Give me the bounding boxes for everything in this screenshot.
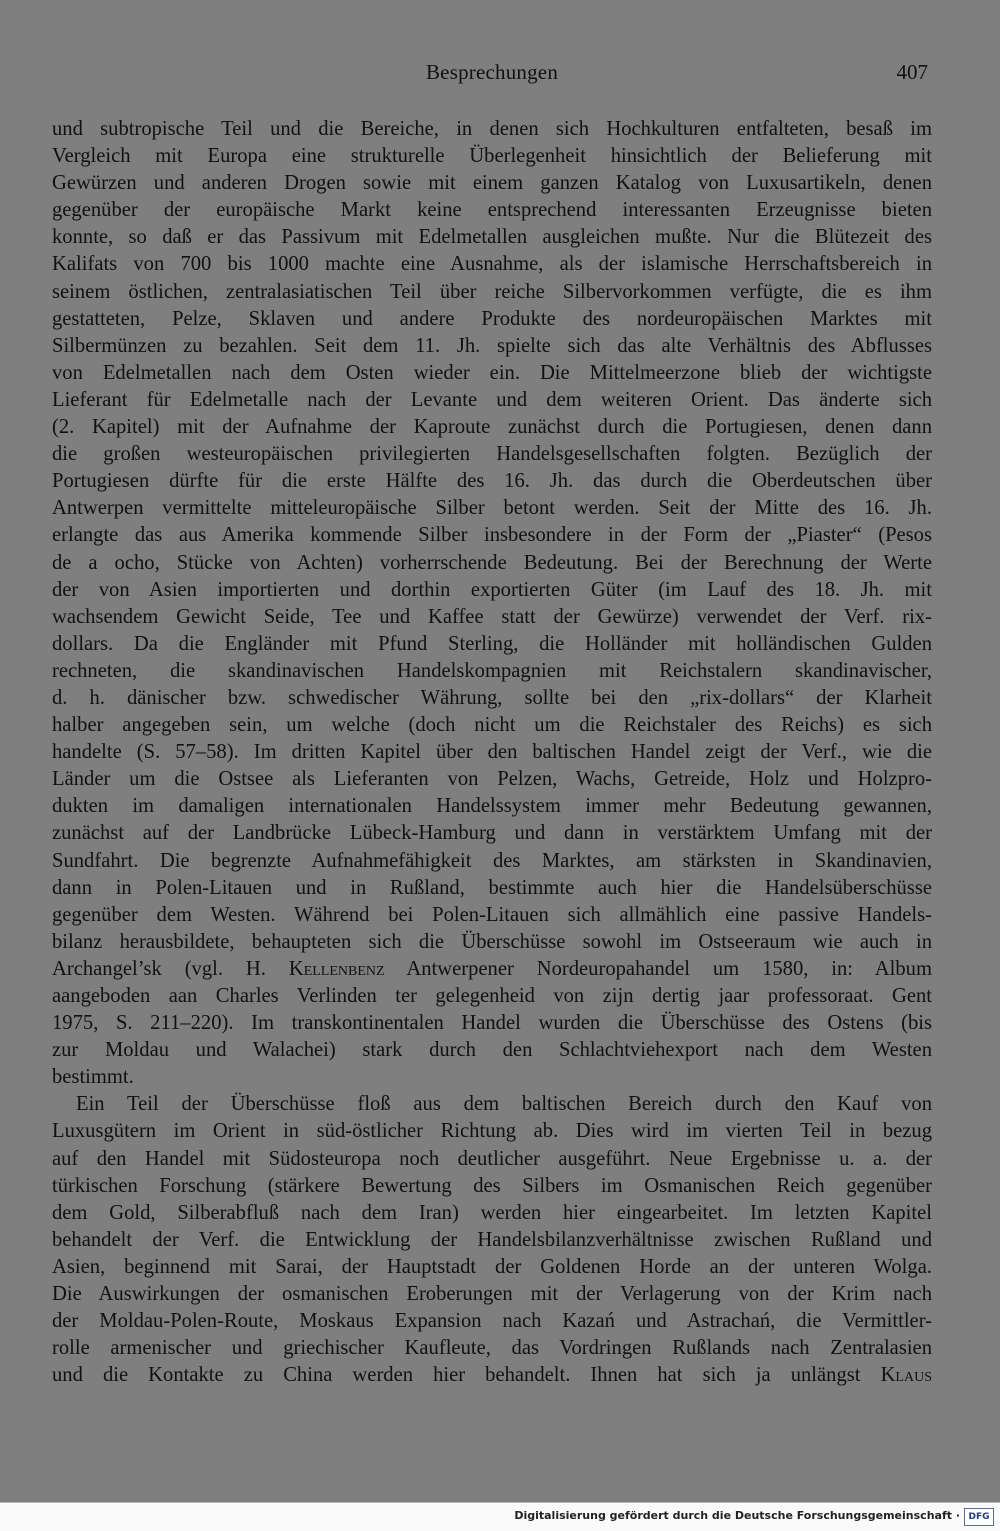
text-line: Silbermünzen zu bezahlen. Seit dem 11. Jh. spielte sich das alte Verhältnis des Abflusses [52, 334, 932, 357]
text-line: halber angegeben sein, um welche (doch nicht um die Reichstaler des Reichs) es sich [52, 714, 932, 737]
text-line: (2. Kapitel) mit der Aufnahme der Kaproute zunächst durch die Portugiesen, denen dann [52, 416, 932, 439]
text-line: Lieferant für Edelmetalle nach der Levante und dem weiteren Orient. Das änderte sich [52, 388, 932, 411]
text-line: Archangel’sk (vgl. H. Kellenbenz Antwerpener Nordeuropahandel um 1580, in: Album [52, 957, 932, 980]
text-line: Antwerpen vermittelte mitteleuropäische Silber betont werden. Seit der Mitte des 16. Jh. [52, 497, 932, 520]
text-line: Die Auswirkungen der osmanischen Eroberungen mit der Verlagerung von der Krim nach [52, 1283, 932, 1306]
text-line: dukten im damaligen internationalen Handelssystem immer mehr Bedeutung gewannen, [52, 795, 932, 818]
text-line: Sundfahrt. Die begrenzte Aufnahmefähigkeit des Marktes, am stärksten in Skandinavien, [52, 849, 932, 872]
text-line: Asien, beginnend mit Sarai, der Hauptstadt der Goldenen Horde an der unteren Wolga. [52, 1255, 932, 1278]
text-line: dem Gold, Silberabfluß nach dem Iran) werden hier eingearbeitet. Im letzten Kapitel [52, 1201, 932, 1224]
text-line: Gewürzen und anderen Drogen sowie mit einem ganzen Katalog von Luxusartikeln, denen [52, 172, 932, 195]
text-line: Ein Teil der Überschüsse floß aus dem baltischen Bereich durch den Kauf von [76, 1093, 932, 1116]
text-line: türkischen Forschung (stärkere Bewertung des Silbers im Osmanischen Reich gegenüber [52, 1174, 932, 1197]
text-line: und die Kontakte zu China werden hier behandelt. Ihnen hat sich ja unlängst Klaus [52, 1364, 932, 1387]
text-line: aangeboden aan Charles Verlinden ter gelegenheid von zijn dertig jaar professoraat. Gent [52, 985, 932, 1007]
text-line: zunächst auf der Landbrücke Lübeck-Hamburg und dann in verstärktem Umfang mit der [52, 822, 932, 845]
text-line: gegenüber dem Westen. Während bei Polen-Litauen sich allmählich eine passive Handels- [52, 903, 932, 926]
text-line: Luxusgütern im Orient in süd-östlicher Richtung ab. Dies wird im vierten Teil in bezug [52, 1120, 932, 1143]
text-line: konnte, so daß er das Passivum mit Edelmetallen ausgleichen mußte. Nur die Blütezeit des [52, 226, 932, 249]
text-line: gestatteten, Pelze, Sklaven und andere Produkte des nordeuropäischen Marktes mit [52, 307, 932, 330]
text-line: seinem östlichen, zentralasiatischen Teil über reiche Silbervorkommen verfügte, die es ihm [52, 280, 932, 303]
text-line: behandelt der Verf. die Entwicklung der Handelsbilanzverhältnisse zwischen Rußland und [52, 1228, 932, 1251]
page-number: 407 [896, 60, 928, 84]
text-line: bilanz herausbildete, behaupteten sich die Überschüsse sowohl im Ostseeraum wie auch in [52, 930, 932, 953]
text-line: 1975, S. 211–220). Im transkontinentalen Handel wurden die Überschüsse des Ostens (bis [52, 1012, 932, 1035]
author-name: Klaus [880, 1364, 932, 1387]
text-line: und subtropische Teil und die Bereiche, in denen sich Hochkulturen entfalteten, besaß im [52, 118, 932, 140]
author-name: Kellenbenz [288, 957, 385, 980]
footer-credit: Digitalisierung gefördert durch die Deutsche Forschungsgemeinschaft · [514, 1509, 960, 1522]
text-line: auf den Handel mit Südosteuropa noch deutlicher ausgeführt. Neue Ergebnisse u. a. der [52, 1147, 932, 1170]
text-line: Kalifats von 700 bis 1000 machte eine Ausnahme, als der islamische Herrschaftsbereich in [52, 253, 932, 276]
text-line: rechneten, die skandinavischen Handelskompagnien mit Reichstalern skandinavischer, [52, 659, 932, 682]
text-line: die großen westeuropäischen privilegierten Handelsgesellschaften folgten. Bezüglich der [52, 443, 932, 466]
text-line: gegenüber der europäische Markt keine entsprechend interessanten Erzeugnisse bieten [52, 199, 932, 222]
text-line: Länder um die Ostsee als Lieferanten von Pelzen, Wachs, Getreide, Holz und Holzpro- [52, 768, 932, 791]
text-line: erlangte das aus Amerika kommende Silber insbesondere in der Form der „Piaster“ (Pesos [52, 524, 932, 547]
text-line: d. h. dänischer bzw. schwedischer Währung, sollte bei den „rix-dollars“ der Klarheit [52, 686, 932, 709]
text-line: zur Moldau und Walachei) stark durch den Schlachtviehexport nach dem Westen [52, 1039, 932, 1062]
text-line: handelte (S. 57–58). Im dritten Kapitel über den baltischen Handel zeigt der Verf., wie die [52, 741, 932, 764]
text-line: wachsendem Gewicht Seide, Tee und Kaffee statt der Gewürze) verwendet der Verf. rix- [52, 605, 932, 628]
text-line: von Edelmetallen nach dem Osten wieder ein. Die Mittelmeerzone blieb der wichtigste [52, 361, 932, 384]
body-text [52, 116, 932, 1389]
text-line: bestimmt. [52, 1066, 134, 1089]
text-line: Portugiesen dürfte für die erste Hälfte des 16. Jh. das durch die Oberdeutschen über [52, 470, 932, 493]
text-line: dann in Polen-Litauen und in Rußland, bestimmte auch hier die Handelsüberschüsse [52, 876, 932, 899]
text-line: dollars. Da die Engländer mit Pfund Sterling, die Holländer mit holländischen Gulden [52, 632, 932, 655]
text-line: Vergleich mit Europa eine strukturelle Überlegenheit hinsichtlich der Belieferung mit [52, 145, 932, 168]
running-head [52, 60, 932, 90]
text-line: der von Asien importierten und dorthin exportierten Güter (im Lauf des 18. Jh. mit [52, 578, 932, 601]
digitization-footer [0, 1502, 1000, 1531]
text-line: der Moldau-Polen-Route, Moskaus Expansion nach Kazań und Astrachań, die Vermittler- [52, 1310, 932, 1333]
text-line: rolle armenischer und griechischer Kaufleute, das Vordringen Rußlands nach Zentralasien [52, 1337, 932, 1360]
dfg-logo: DFG [964, 1508, 994, 1526]
page-header-title: Besprechungen [425, 60, 559, 84]
text-line: de a ocho, Stücke von Achten) vorherrschende Bedeutung. Bei der Berechnung der Werte [52, 551, 932, 574]
